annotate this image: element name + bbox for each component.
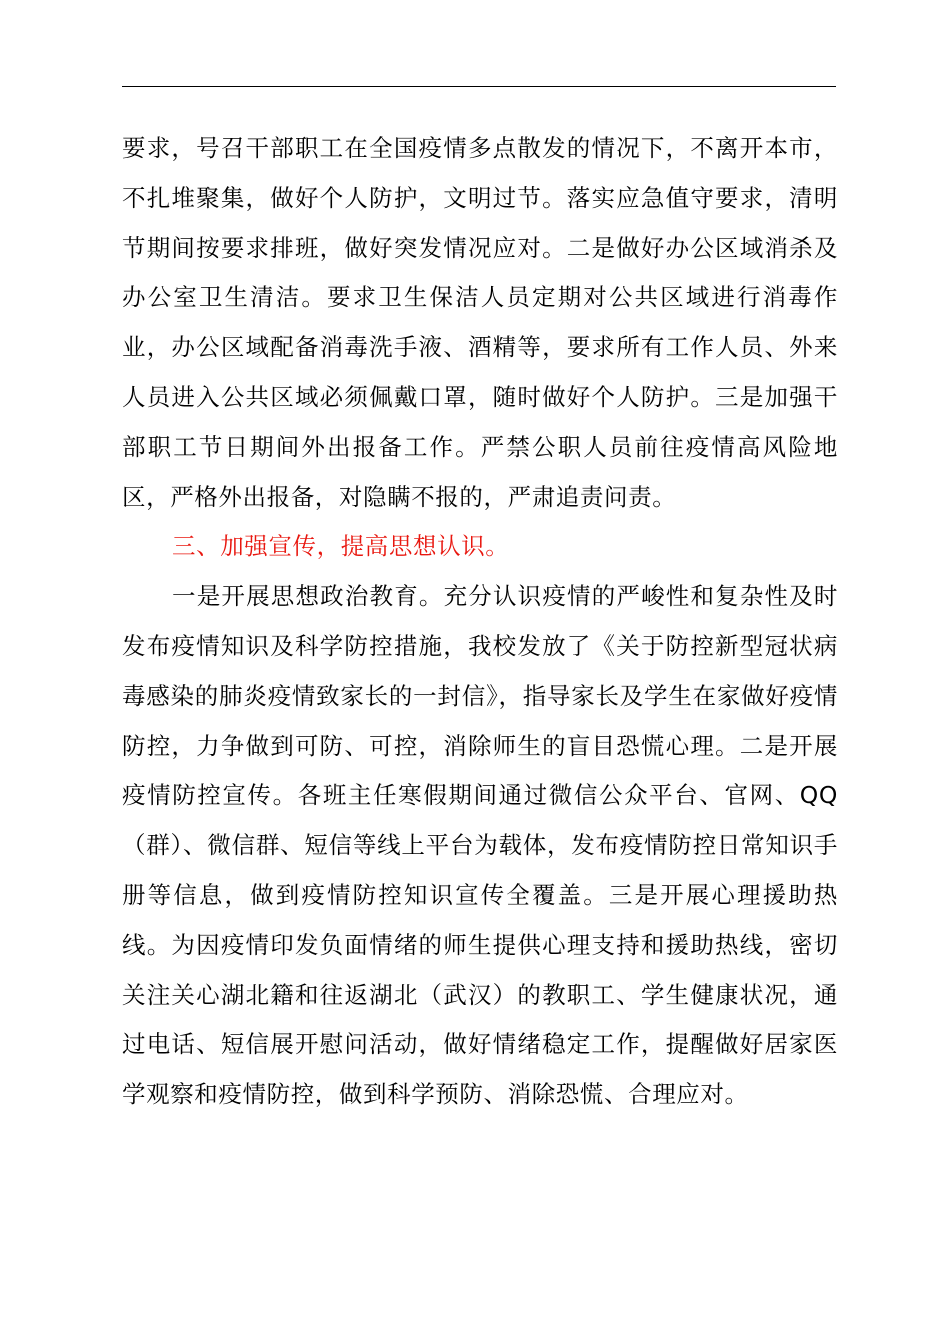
document-body [122, 124, 838, 1120]
paragraph-continued: 要求，号召干部职工在全国疫情多点散发的情况下，不离开本市，不扎堆聚集，做好个人防护，文明过节。落实应急值守要求，清明节期间按要求排班，做好突发情况应对。二是做好办公区域消杀及办公室卫生清洁。要求卫生保洁人员定期对公共区域进行消毒作业，办公区域配备消毒洗手液、酒精等，要求所有工作人员、外来人员进入公共区域必须佩戴口罩，随时做好个人防护。三是加强干部职工节日期间外出报备工作。严禁公职人员前往疫情高风险地区，严格外出报备，对隐瞒不报的，严肃追责问责。 [122, 134, 838, 511]
section-heading-three: 三、加强宣传，提高思想认识。 [172, 532, 510, 561]
header-rule [122, 86, 836, 87]
paragraph-publicity: 一是开展思想政治教育。充分认识疫情的严峻性和复杂性及时发布疫情知识及科学防控措施，我校发放了《关于防控新型冠状病毒感染的肺炎疫情致家长的一封信》，指导家长及学生在家做好疫情防控，力争做到可防、可控，消除师生的盲目恐慌心理。二是开展疫情防控宣传。各班主任寒假期间通过微信公众平台、官网、QQ（群）、微信群、短信等线上平台为载体，发布疫情防控日常知识手册等信息，做到疫情防控知识宣传全覆盖。三是开展心理援助热线。为因疫情印发负面情绪的师生提供心理支持和援助热线，密切关注关心湖北籍和往返湖北（武汉）的教职工、学生健康状况，通过电话、短信展开慰问活动，做好情绪稳定工作，提醒做好居家医学观察和疫情防控，做到科学预防、消除恐慌、合理应对。 [122, 582, 838, 1109]
